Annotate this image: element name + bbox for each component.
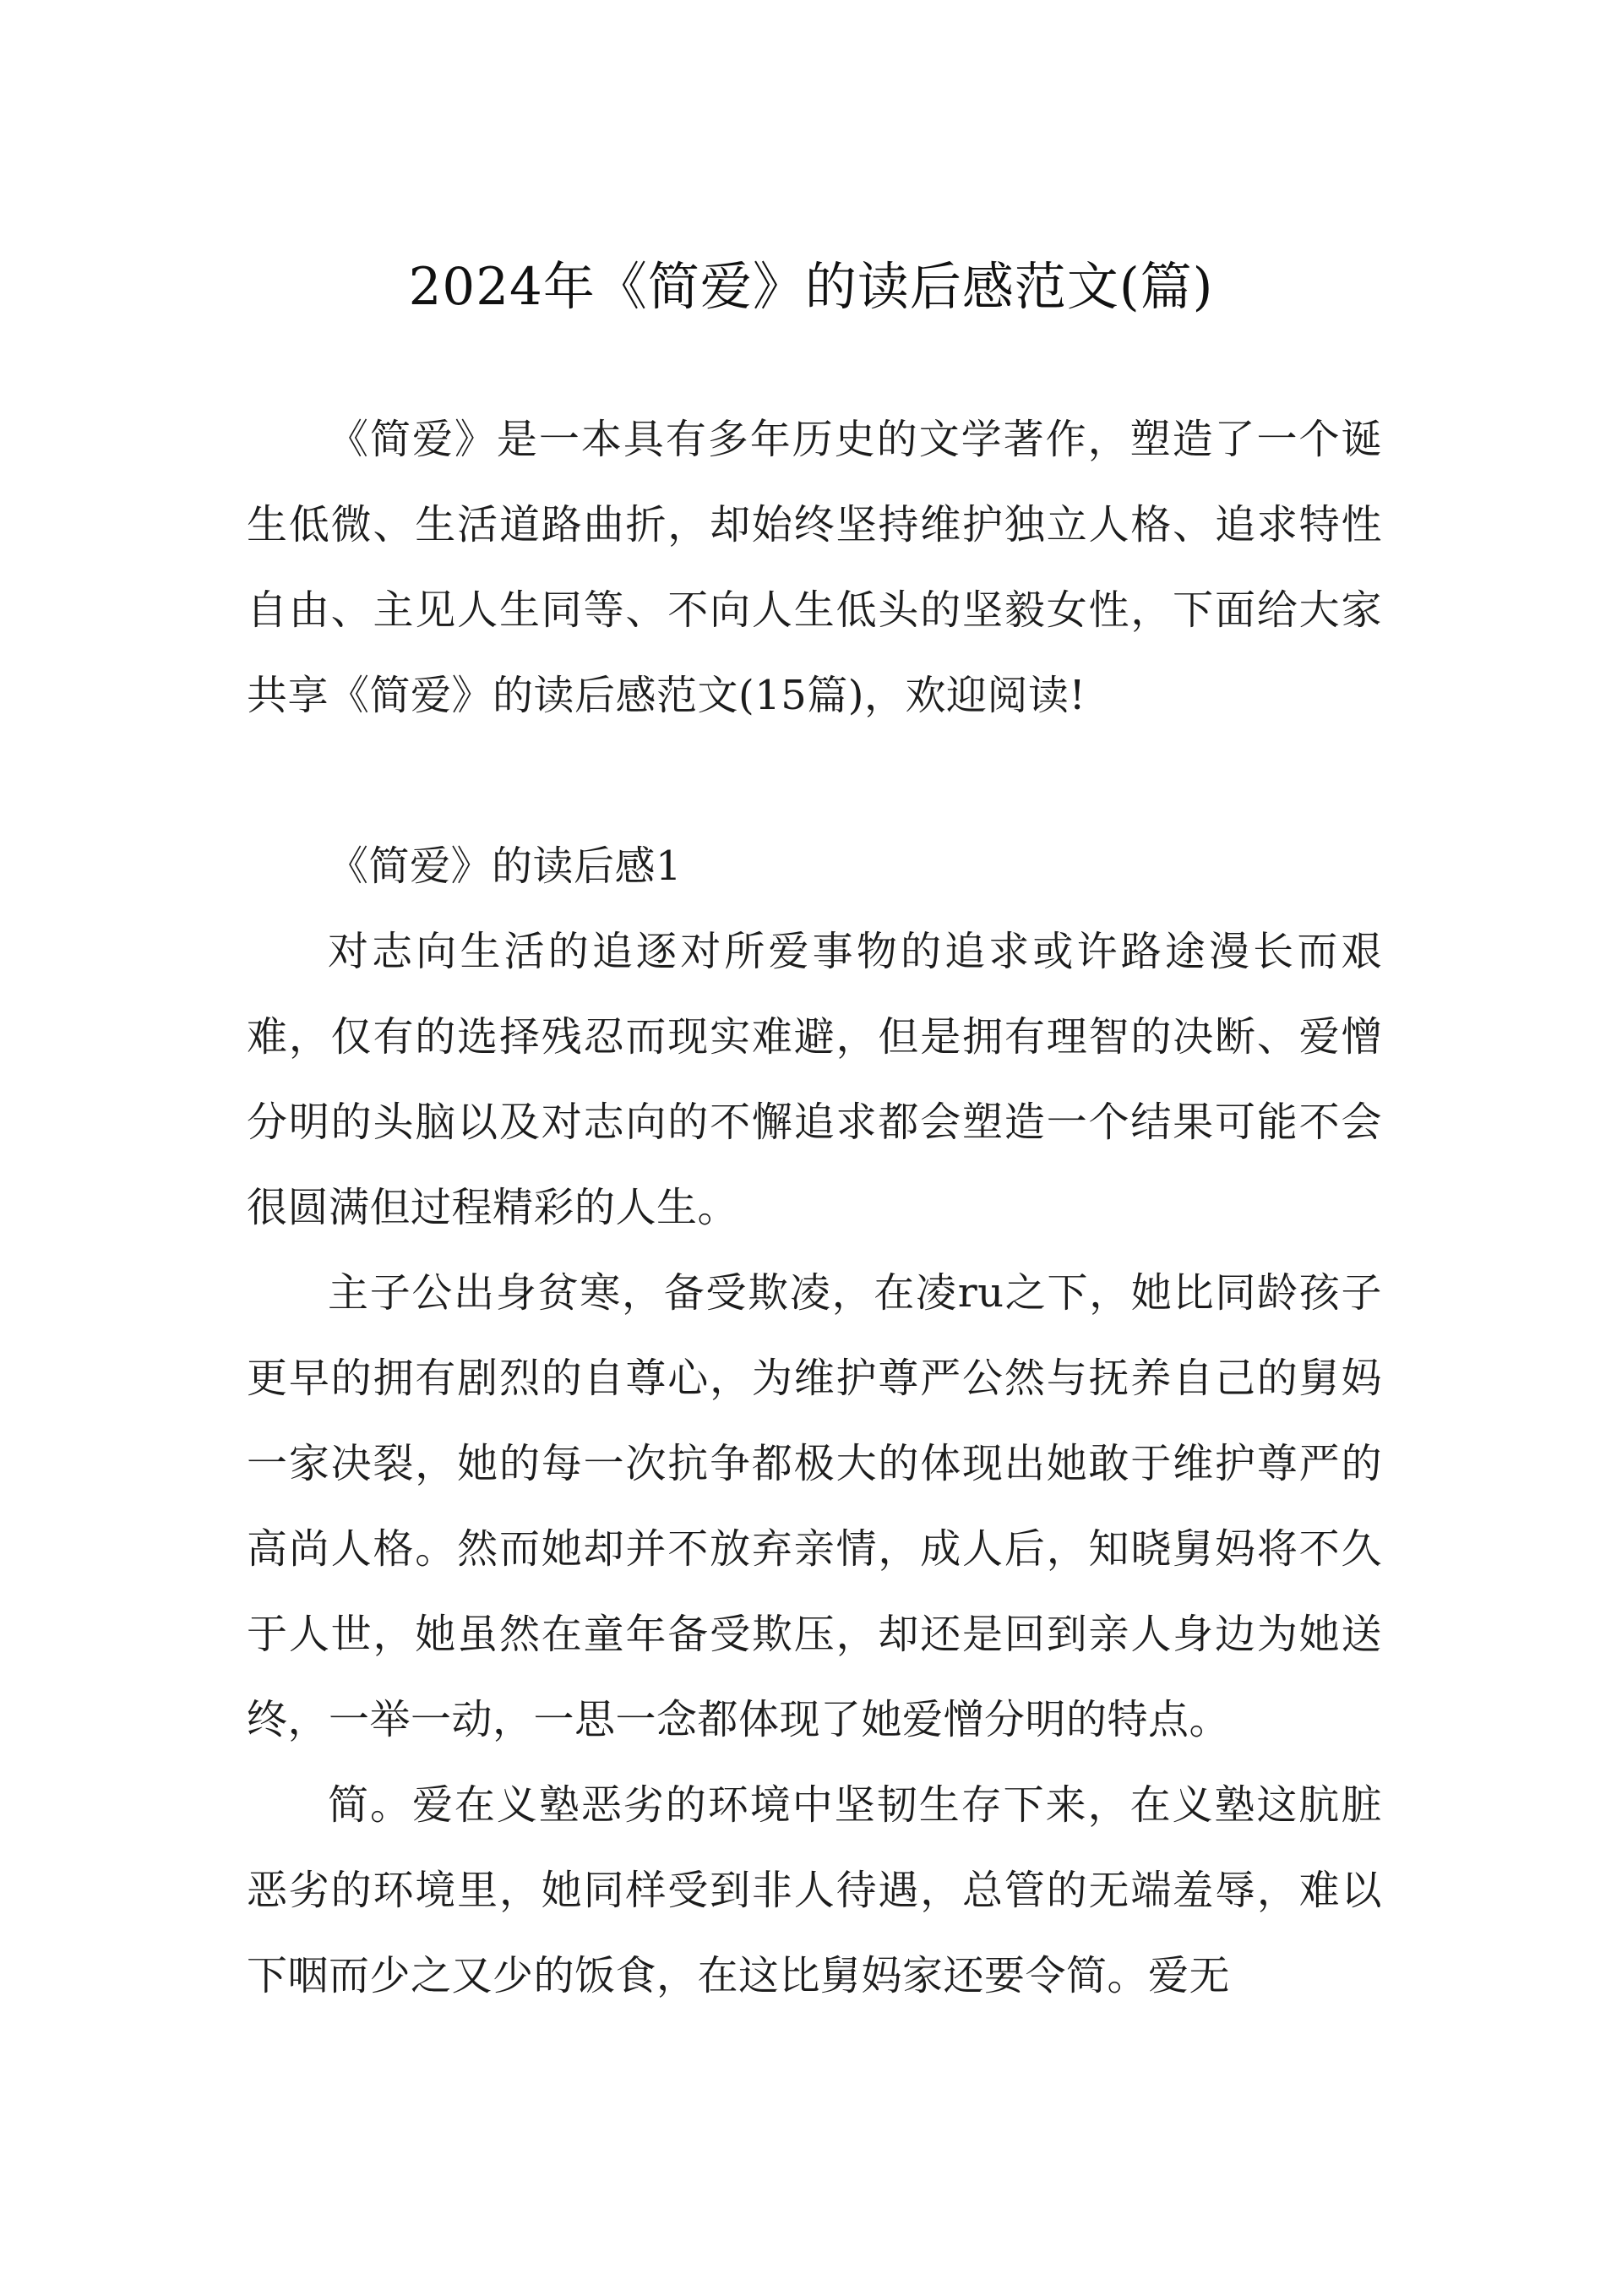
body-paragraph-1: 对志向生活的追逐对所爱事物的追求或许路途漫长而艰难，仅有的选择残忍而现实难避，但是拥有理智的决断、爱憎分明的头脑以及对志向的不懈追求都会塑造一个结果可能不会很圆满但过程精彩的人生。	[247, 928, 1382, 1231]
document-title: 2024年《简爱》的读后感范文(篇)	[408, 257, 1214, 317]
body-paragraph-2: 主子公出身贫寒，备受欺凌，在凌ru之下，她比同龄孩子更早的拥有剧烈的自尊心，为维护尊严公然与抚养自己的舅妈一家决裂，她的每一次抗争都极大的体现出她敢于维护尊严的高尚人格。然而她却并不放弃亲情，成人后，知晓舅妈将不久于人世，她虽然在童年备受欺压，却还是回到亲人身边为她送终，一举一动，一思一念都体现了她爱憎分明的特点。	[247, 1269, 1382, 1743]
document-body	[247, 397, 1382, 2019]
section-heading: 《简爱》的读后感1	[328, 843, 683, 890]
intro-paragraph: 《简爱》是一本具有多年历史的文学著作，塑造了一个诞生低微、生活道路曲折，却始终坚持维护独立人格、追求特性自由、主见人生同等、不向人生低头的坚毅女性，下面给大家共享《简爱》的读后感范文(15篇)，欢迎阅读!	[247, 416, 1382, 719]
body-paragraph-3: 简。爱在义塾恶劣的环境中坚韧生存下来，在义塾这肮脏恶劣的环境里，她同样受到非人待遇，总管的无端羞辱，难以下咽而少之又少的饭食，在这比舅妈家还要令简。爱无	[247, 1781, 1382, 1999]
